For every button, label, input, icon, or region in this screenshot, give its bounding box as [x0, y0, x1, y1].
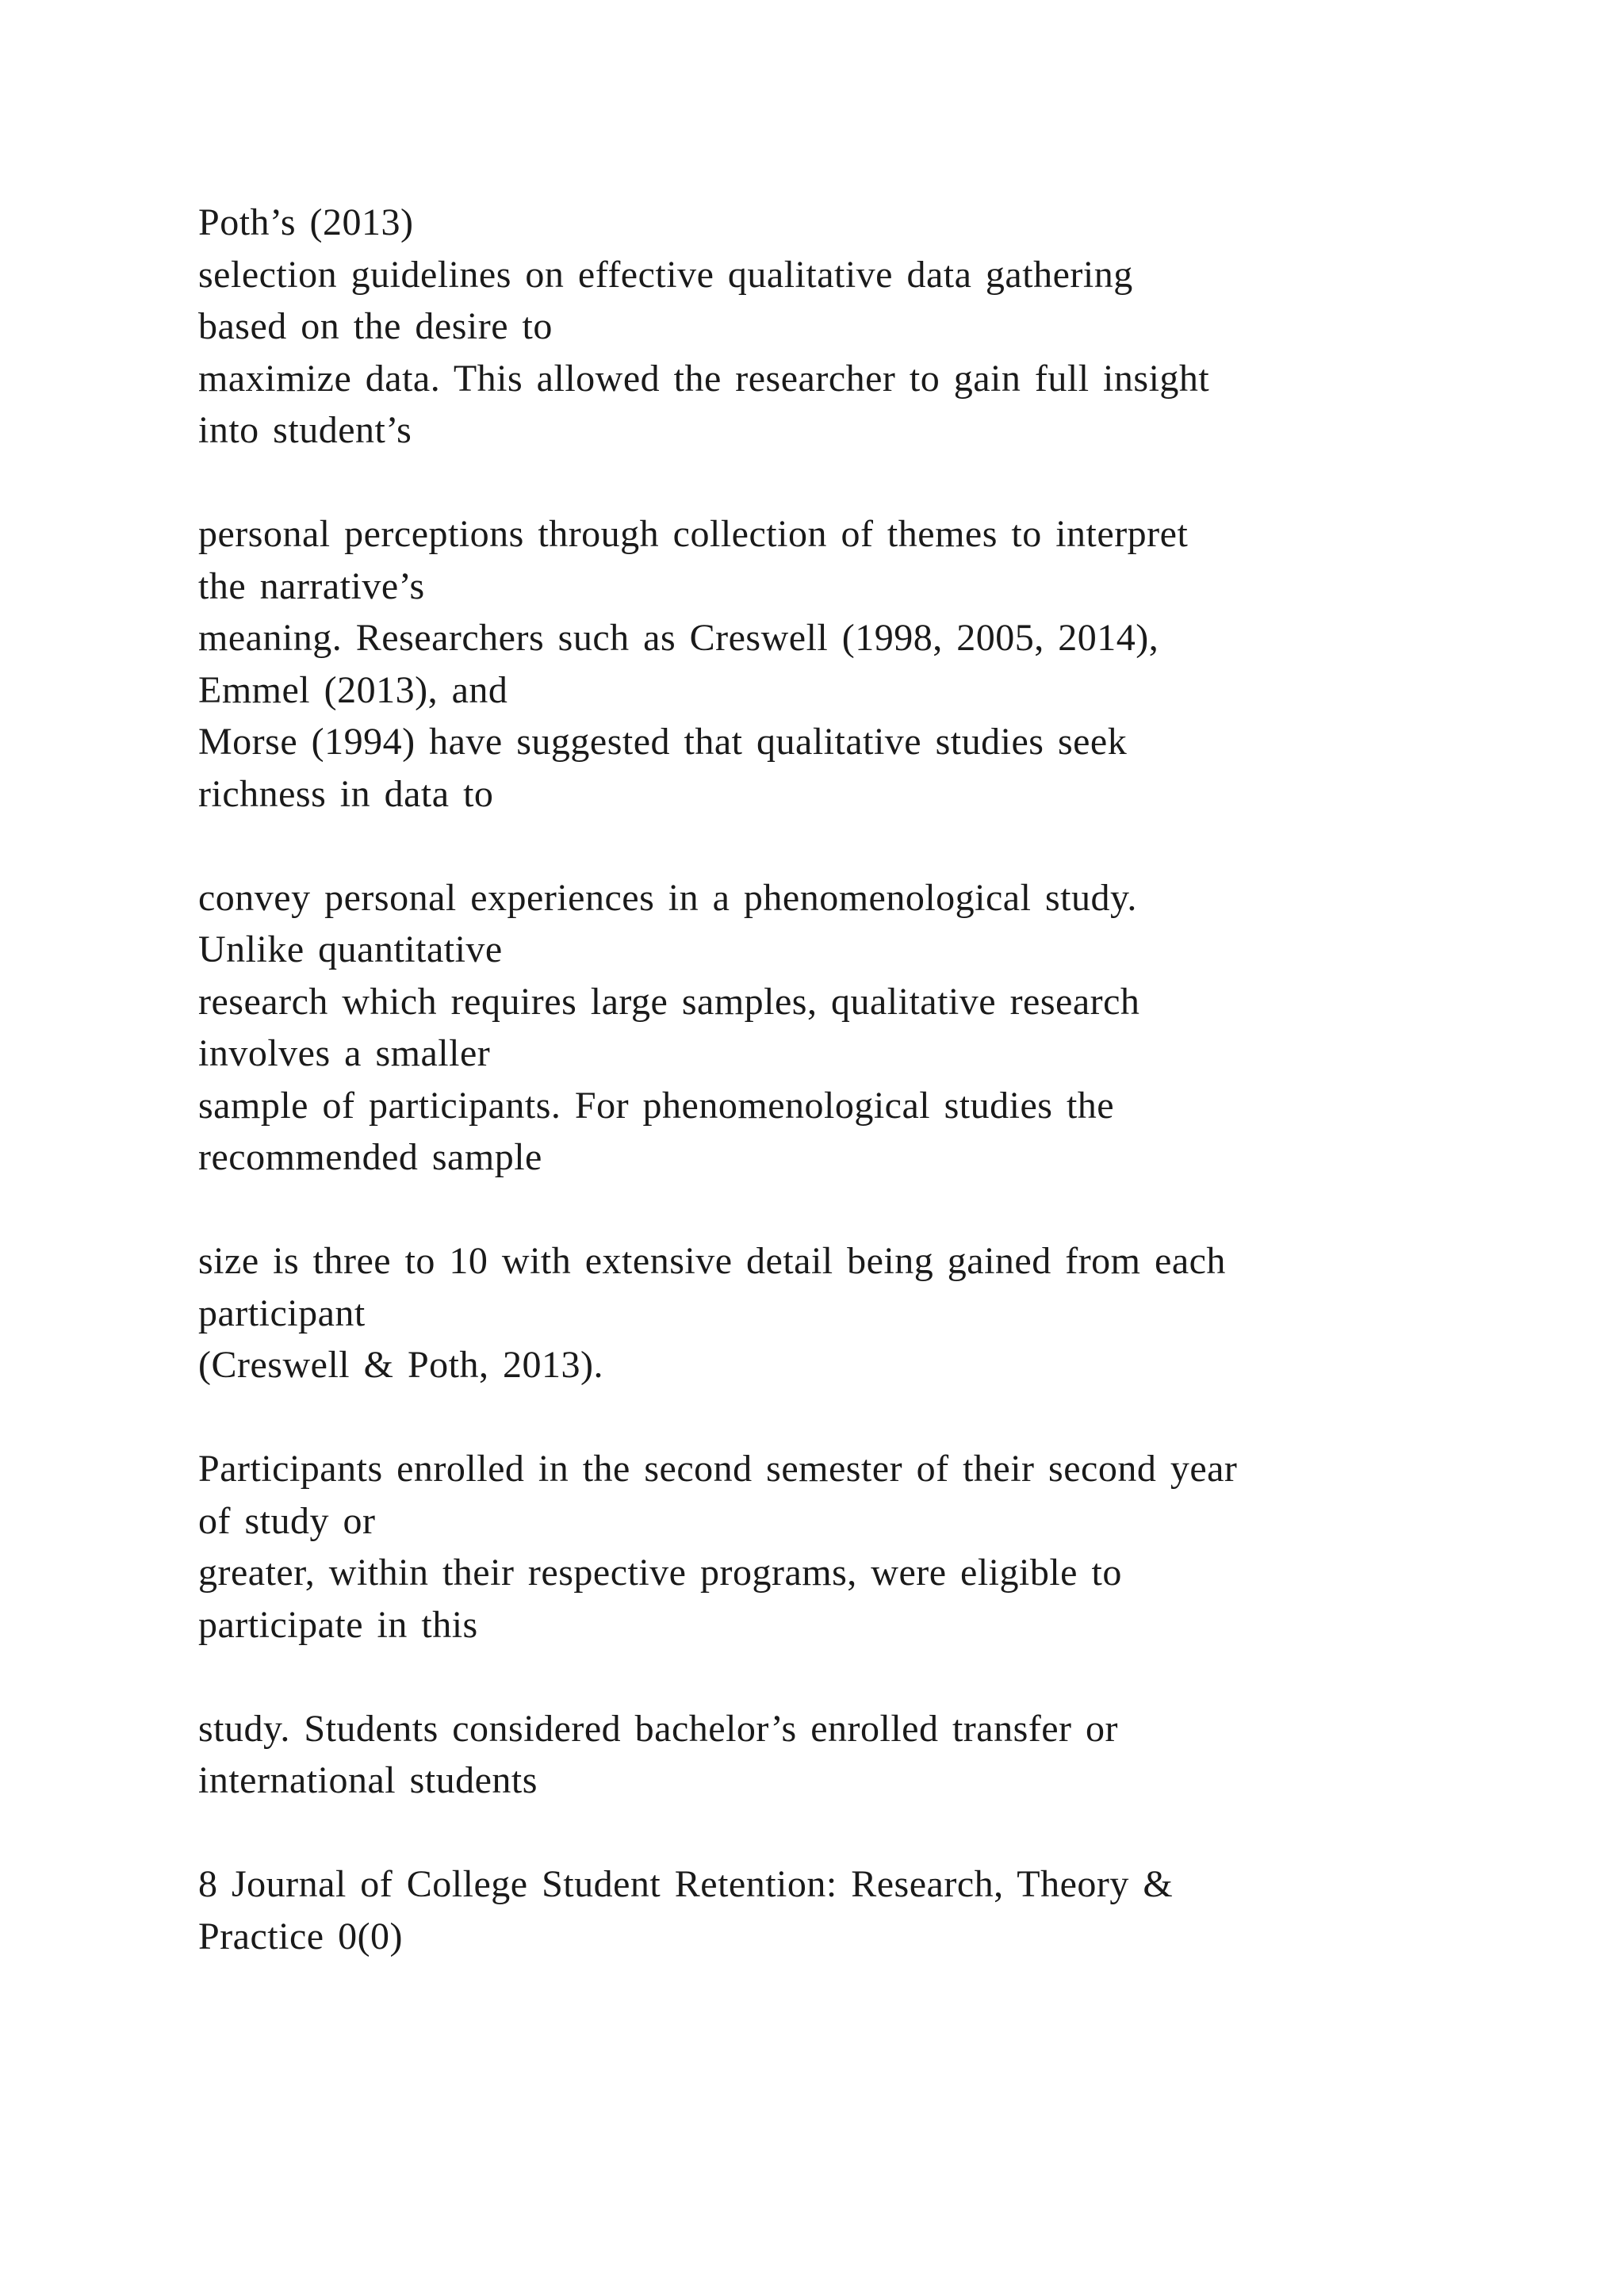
text-line: Poth’s (2013) — [198, 201, 414, 243]
text-line: the narrative’s — [198, 564, 425, 607]
paragraph-gap — [198, 1184, 1507, 1236]
text-line: selection guidelines on effective qualitative data gathering — [198, 253, 1133, 296]
text-line: size is three to 10 with extensive detail being gained from each — [198, 1240, 1226, 1282]
text-line: Emmel (2013), and — [198, 668, 508, 711]
text-line: study. Students considered bachelor’s enrolled transfer or — [198, 1707, 1119, 1750]
text-line: (Creswell & Poth, 2013). — [198, 1344, 603, 1386]
text-line: convey personal experiences in a phenomenological study. — [198, 876, 1137, 919]
text-line: research which requires large samples, qualitative research — [198, 980, 1140, 1023]
text-line: Participants enrolled in the second semester of their second year — [198, 1448, 1238, 1490]
paragraph-gap — [198, 457, 1507, 509]
text-line: based on the desire to — [198, 305, 553, 347]
text-line: international students — [198, 1759, 538, 1801]
text-line: richness in data to — [198, 772, 494, 815]
text-line: sample of participants. For phenomenological studies the — [198, 1084, 1115, 1127]
text-line: maximize data. This allowed the researcher to gain full insight — [198, 357, 1210, 400]
text-line: into student’s — [198, 409, 412, 451]
text-line: involves a smaller — [198, 1032, 491, 1074]
text-line: Morse (1994) have suggested that qualitative studies seek — [198, 721, 1128, 763]
running-footer-line: 8 Journal of College Student Retention: Research, Theory & — [198, 1863, 1174, 1905]
paragraph-gap — [198, 1391, 1507, 1444]
text-line: participate in this — [198, 1603, 478, 1646]
text-line: recommended sample — [198, 1136, 542, 1178]
text-line: personal perceptions through collection of themes to interpret — [198, 513, 1189, 555]
running-footer-line: Practice 0(0) — [198, 1915, 404, 1957]
paragraph-gap — [198, 1807, 1507, 1859]
text-line: of study or — [198, 1499, 376, 1542]
text-line: meaning. Researchers such as Creswell (1998, 2005, 2014), — [198, 617, 1159, 659]
paragraph-gap — [198, 820, 1507, 872]
text-line: participant — [198, 1292, 366, 1334]
text-line: Unlike quantitative — [198, 928, 503, 970]
paragraph-gap — [198, 1651, 1507, 1703]
text-line: greater, within their respective programs, were eligible to — [198, 1552, 1122, 1594]
document-body — [198, 197, 1507, 1962]
